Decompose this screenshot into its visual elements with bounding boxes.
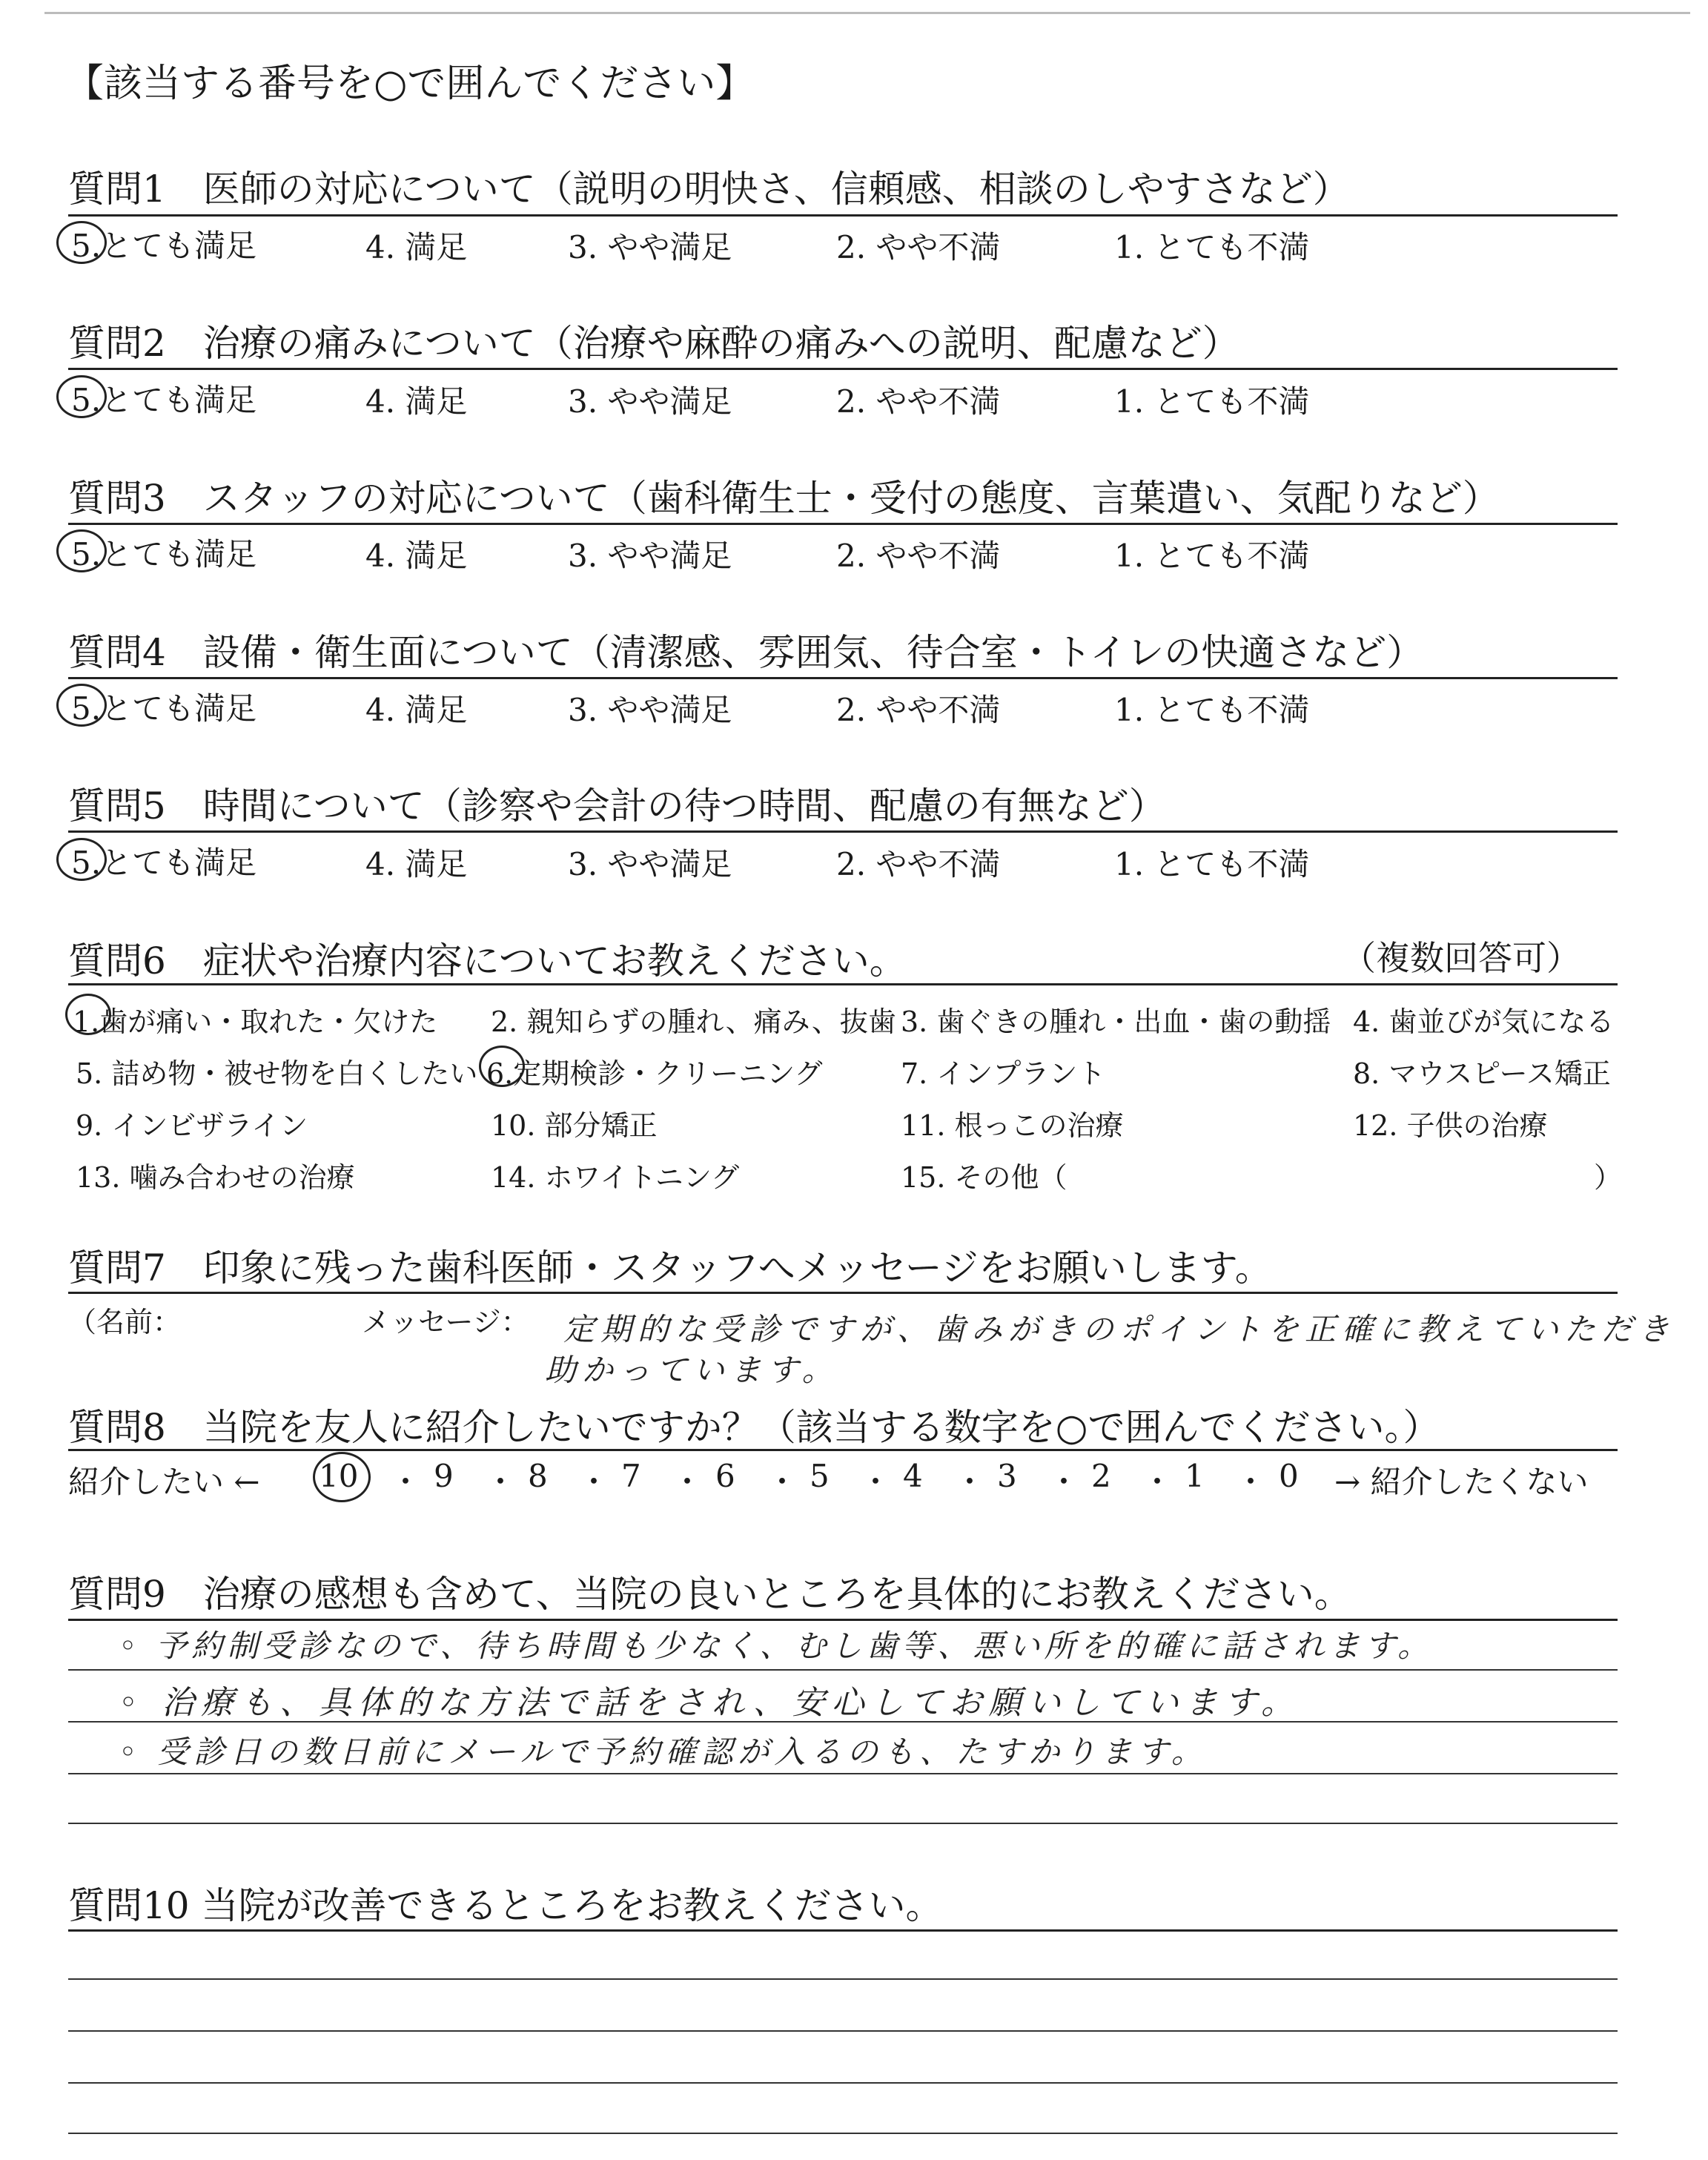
divider xyxy=(68,1292,1618,1294)
message-line-2: 助かっています。 xyxy=(545,1352,839,1388)
q3-option-2[interactable]: 2. やや不満 xyxy=(836,538,1001,574)
q6-option-4[interactable]: 4. 歯並びが気になる xyxy=(1353,1005,1615,1038)
q4-option-5[interactable]: 5.とても満足 xyxy=(71,690,257,727)
nps-5[interactable]: 5 xyxy=(810,1458,830,1494)
q9-answer-3: ◦ 受診日の数日前にメールで予約確認が入るのも、たすかります。 xyxy=(119,1734,1208,1770)
dot: ・ xyxy=(1048,1464,1080,1500)
q1-option-5[interactable]: 5.とても満足 xyxy=(71,228,257,264)
divider xyxy=(68,368,1618,370)
answer-line xyxy=(68,1823,1618,1824)
other-close-paren: ） xyxy=(1594,1161,1623,1194)
q6-option-9[interactable]: 9. インビザライン xyxy=(76,1109,308,1142)
divider xyxy=(68,1449,1618,1451)
answer-line[interactable] xyxy=(68,2030,1618,2032)
dot: ・ xyxy=(1235,1464,1267,1500)
nps-7[interactable]: 7 xyxy=(621,1458,641,1494)
q2-option-2[interactable]: 2. やや不満 xyxy=(836,383,1001,420)
q6-option-13[interactable]: 13. 噛み合わせの治療 xyxy=(76,1161,355,1194)
recommend-left-label: 紹介したい ← xyxy=(68,1464,260,1500)
divider xyxy=(68,214,1618,217)
nps-3[interactable]: 3 xyxy=(997,1458,1017,1494)
q5-option-3[interactable]: 3. やや満足 xyxy=(568,846,732,882)
answer-line[interactable] xyxy=(68,2133,1618,2134)
nps-2[interactable]: 2 xyxy=(1091,1458,1111,1494)
recommend-right-label: → 紹介したくない xyxy=(1334,1464,1589,1500)
question-8-title: 質問8 当院を友人に紹介したいですか？（該当する数字を○で囲んでください。） xyxy=(68,1406,1440,1449)
nps-4[interactable]: 4 xyxy=(903,1458,923,1494)
q5-option-5[interactable]: 5.とても満足 xyxy=(71,845,257,881)
q6-option-1[interactable]: 1.歯が痛い・取れた・欠けた xyxy=(73,1005,438,1038)
q5-option-1[interactable]: 1. とても不満 xyxy=(1114,846,1310,882)
divider xyxy=(68,830,1618,833)
message-label: メッセージ： xyxy=(362,1306,529,1338)
question-1-title: 質問1 医師の対応について（説明の明快さ、信頼感、相談のしやすさなど） xyxy=(68,168,1350,211)
question-4-title: 質問4 設備・衛生面について（清潔感、雰囲気、待合室・トイレの快適さなど） xyxy=(68,631,1424,674)
question-3-title: 質問3 スタッフの対応について（歯科衛生士・受付の態度、言葉遣い、気配りなど） xyxy=(68,477,1500,520)
q6-option-5[interactable]: 5. 詰め物・被せ物を白くしたい xyxy=(76,1057,478,1090)
q4-option-1[interactable]: 1. とても不満 xyxy=(1114,692,1310,728)
dot: ・ xyxy=(767,1464,798,1500)
dot: ・ xyxy=(672,1464,704,1500)
nps-9[interactable]: 9 xyxy=(434,1458,454,1494)
q6-option-7[interactable]: 7. インプラント xyxy=(901,1057,1106,1090)
answer-line xyxy=(68,1721,1618,1723)
question-9-title: 質問9 治療の感想も含めて、当院の良いところを具体的にお教えください。 xyxy=(68,1573,1351,1616)
q1-option-1[interactable]: 1. とても不満 xyxy=(1114,229,1310,265)
answer-line[interactable] xyxy=(68,2082,1618,2084)
q6-option-15[interactable]: 15. その他（ xyxy=(901,1161,1068,1194)
question-6-title: 質問6 症状や治療内容についてお教えください。 xyxy=(68,939,907,982)
q1-option-2[interactable]: 2. やや不満 xyxy=(836,229,1001,265)
divider xyxy=(68,983,1618,985)
q2-option-3[interactable]: 3. やや満足 xyxy=(568,383,732,420)
q9-answer-1: ◦ 予約制受診なので、待ち時間も少なく、むし歯等、悪い所を的確に話されます。 xyxy=(119,1628,1434,1664)
nps-1[interactable]: 1 xyxy=(1185,1458,1205,1494)
dot: ・ xyxy=(390,1464,422,1500)
q5-option-2[interactable]: 2. やや不満 xyxy=(836,846,1001,882)
q2-option-4[interactable]: 4. 満足 xyxy=(365,383,468,420)
q3-option-4[interactable]: 4. 満足 xyxy=(365,538,468,574)
nps-10[interactable]: 10 xyxy=(319,1458,359,1494)
dot: ・ xyxy=(578,1464,610,1500)
answer-line xyxy=(68,1669,1618,1671)
question-10-title: 質問10 当院が改善できるところをお教えください。 xyxy=(68,1884,943,1927)
q6-option-14[interactable]: 14. ホワイトニング xyxy=(491,1161,740,1194)
answer-line xyxy=(68,1773,1618,1774)
dot: ・ xyxy=(485,1464,517,1500)
q6-option-11[interactable]: 11. 根っこの治療 xyxy=(901,1109,1124,1142)
divider xyxy=(68,677,1618,679)
divider xyxy=(68,1619,1618,1621)
nps-8[interactable]: 8 xyxy=(528,1458,548,1494)
q6-option-2[interactable]: 2. 親知らずの腫れ、痛み、抜歯 xyxy=(491,1005,896,1038)
q4-option-2[interactable]: 2. やや不満 xyxy=(836,692,1001,728)
q2-option-1[interactable]: 1. とても不満 xyxy=(1114,383,1310,420)
nps-6[interactable]: 6 xyxy=(715,1458,735,1494)
dot: ・ xyxy=(954,1464,986,1500)
q6-option-8[interactable]: 8. マウスピース矯正 xyxy=(1353,1057,1611,1090)
multiple-answers-note: （複数回答可） xyxy=(1342,938,1580,978)
question-7-title: 質問7 印象に残った歯科医師・スタッフへメッセージをお願いします。 xyxy=(68,1246,1272,1289)
message-line-1: 定期的な受診ですが、歯みがきのポイントを正確に教えていただき xyxy=(563,1311,1676,1347)
page-header: 【該当する番号を○で囲んでください】 xyxy=(65,62,755,106)
q2-option-5[interactable]: 5.とても満足 xyxy=(71,382,257,418)
scan-edge xyxy=(44,12,1690,14)
q5-option-4[interactable]: 4. 満足 xyxy=(365,846,468,882)
q4-option-3[interactable]: 3. やや満足 xyxy=(568,692,732,728)
name-label: （名前： xyxy=(68,1306,182,1338)
q4-option-4[interactable]: 4. 満足 xyxy=(365,692,468,728)
answer-line[interactable] xyxy=(68,1978,1618,1980)
dot: ・ xyxy=(860,1464,892,1500)
q6-option-12[interactable]: 12. 子供の治療 xyxy=(1353,1109,1548,1142)
q6-option-3[interactable]: 3. 歯ぐきの腫れ・出血・歯の動揺 xyxy=(901,1005,1331,1038)
question-2-title: 質問2 治療の痛みについて（治療や麻酔の痛みへの説明、配慮など） xyxy=(68,322,1239,365)
divider xyxy=(68,523,1618,525)
q6-option-10[interactable]: 10. 部分矯正 xyxy=(491,1109,658,1142)
divider xyxy=(68,1929,1618,1932)
q6-option-6[interactable]: 6.定期検診・クリーニング xyxy=(486,1057,823,1090)
nps-0[interactable]: 0 xyxy=(1279,1458,1299,1494)
q3-option-3[interactable]: 3. やや満足 xyxy=(568,538,732,574)
q1-option-3[interactable]: 3. やや満足 xyxy=(568,229,732,265)
q1-option-4[interactable]: 4. 満足 xyxy=(365,229,468,265)
q9-answer-2: ◦ 治療も、具体的な方法で話をされ、安心してお願いしています。 xyxy=(119,1684,1301,1722)
q3-option-1[interactable]: 1. とても不満 xyxy=(1114,538,1310,574)
question-5-title: 質問5 時間について（診察や会計の待つ時間、配慮の有無など） xyxy=(68,785,1166,828)
dot: ・ xyxy=(1142,1464,1174,1500)
q3-option-5[interactable]: 5.とても満足 xyxy=(71,536,257,572)
